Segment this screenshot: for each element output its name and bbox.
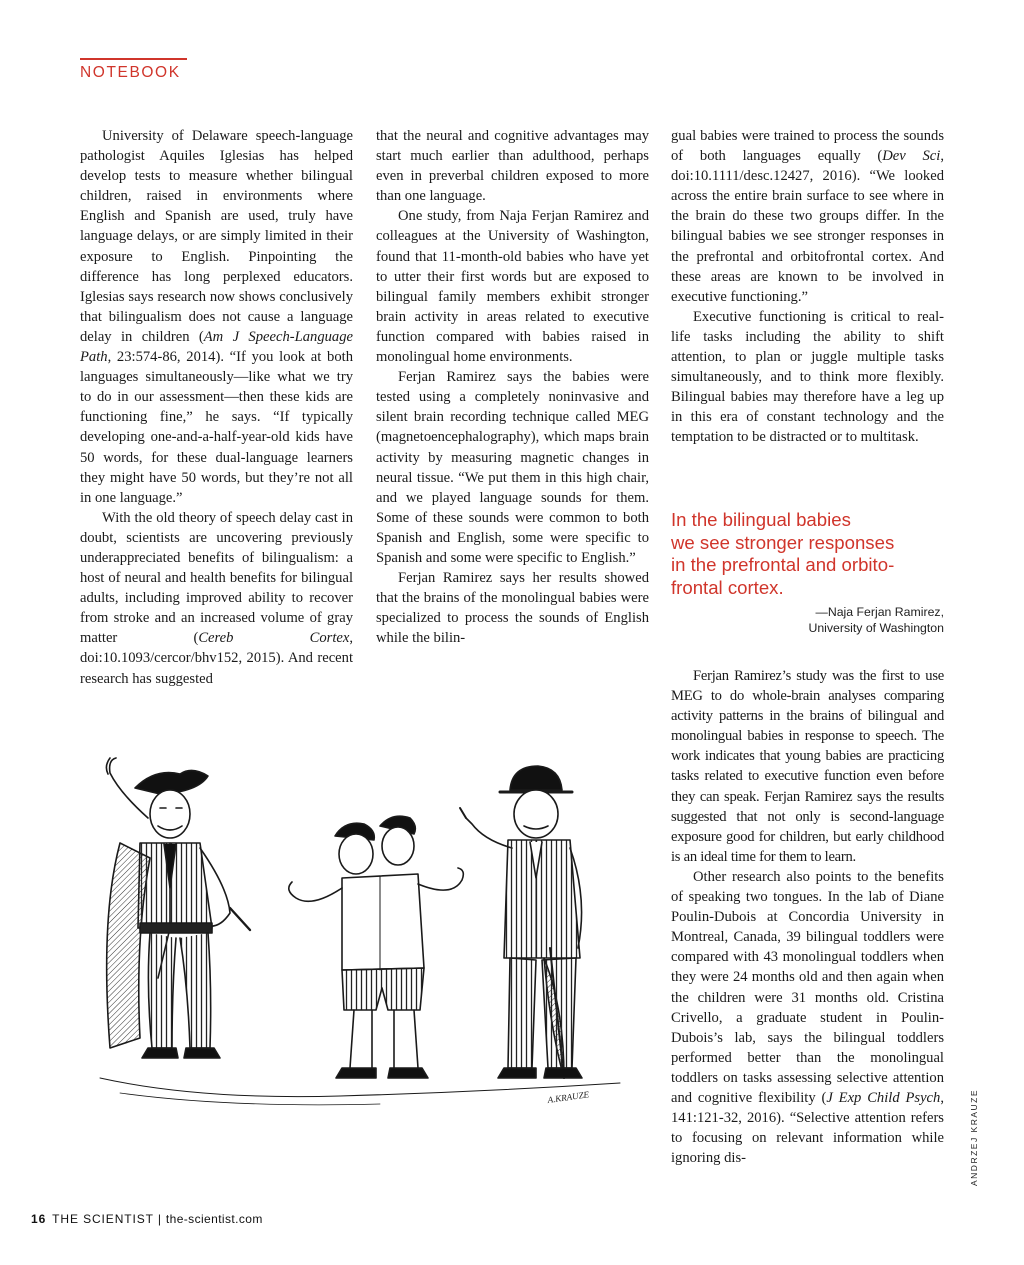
footer-separator: |: [157, 1212, 162, 1226]
col1-paragraph-2: With the old theory of speech delay cast in doubt, scientists are uncovering previously underappreciated benefits of bilingualism: a host of neural and health benefits for bilingual adults, including improved ability to recover from stroke and an increased volume of gray matter (Cereb Cortex, doi:10.1093/cercor/bhv152, 2015). And recent research has suggested: [80, 509, 353, 687]
column-1: [80, 126, 353, 689]
pull-quote-attribution: —Naja Ferjan Ramirez, University of Washington: [808, 605, 944, 635]
col3-paragraph-2: Executive functioning is critical to real-life tasks including the ability to shift attention, to plan or juggle multiple tasks simultaneously, and to think more flexibly. Bilingual babies may therefore have a leg up in this era of constant technology and the temptation to be distracted or to multitask.: [671, 308, 944, 446]
col2-paragraph-1: that the neural and cognitive advantages may start much earlier than adulthood, perhaps even in preverbal children exposed to more than one language.: [376, 128, 649, 205]
col2-paragraph-4: Ferjan Ramirez says her results showed that the brains of the monolingual babies were specialized to process the sounds of English while the bilin-: [376, 570, 649, 647]
page-footer: [31, 1212, 263, 1226]
pull-quote-text: In the bilingual babies we see stronger responses in the prefrontal and orbito- frontal cortex.: [671, 509, 895, 598]
illustration-signature: A.KRAUZE: [546, 1089, 590, 1105]
website-link[interactable]: the-scientist.com: [165, 1212, 263, 1226]
column-3-continued: [671, 666, 944, 1168]
magazine-name: THE SCIENTIST: [52, 1212, 154, 1226]
column-2: [376, 126, 649, 648]
pull-quote: [671, 509, 951, 636]
column-3: [671, 126, 944, 448]
col1-paragraph-1: University of Delaware speech-language pathologist Aquiles Iglesias has helped develop tests to measure whether bilingual children, raised in environments where English and Spanish are used, truly have language delays, or are simply limited in their exposure to English. Pinpointing the difference has long perplexed educators. Iglesias says research now shows conclusively that bilingualism does not cause a language delay in children (Am J Speech-Language Path, 23:574-86, 2014). “If you look at both languages simultaneously—like what we try to do in our assessment—then these kids are functioning fine,” he says. “If typically developing one-and-a-half-year-old kids have 50 words, for these dual-language learners they might have 50 words, but they’re not all in one language.”: [80, 128, 353, 506]
page-number: 16: [31, 1212, 47, 1226]
col3-paragraph-1: gual babies were trained to process the sounds of both languages equally (Dev Sci, doi:10.1111/desc.12427, 2016). “We looked across the entire brain surface to see where in the brain do these two groups differ. In the bilingual babies we see stronger responses in the prefrontal and orbitofrontal cortex. And these areas are known to be involved in executive functioning.”: [671, 128, 944, 305]
section-label: NOTEBOOK: [80, 64, 181, 81]
col2-paragraph-3: Ferjan Ramirez says the babies were tested using a completely noninvasive and silent brain recording technique called MEG (magnetoencephalography), which maps brain activity by measuring magnetic changes in neural tissue. “We put them in this high chair, and we played language sounds for them. Some of these sounds were common to both Spanish and English, some were specific to Spanish and some were specific to English.”: [376, 369, 649, 566]
illustration-three-men: [80, 748, 650, 1118]
col3b-paragraph-1: Ferjan Ramirez’s study was the first to use MEG to do whole-brain analyses comparing activity patterns in the brains of bilingual and monolingual babies in response to speech. The work indicates that young babies are practicing tasks related to executive function even before they can speak. Ferjan Ramirez says the results suggested that not only is second-language exposure good for children, but early childhood is an ideal time for them to learn.: [671, 668, 944, 865]
col2-paragraph-2: One study, from Naja Ferjan Ramirez and colleagues at the University of Washington, found that 11-month-old babies who have yet to utter their first words but are exposed to bilingual family members exhibit stronger brain activity in areas related to executive function compared with babies raised in monolingual home environments.: [376, 208, 649, 366]
photo-credit: ANDRZEJ KRAUZE: [969, 1088, 979, 1186]
col3b-paragraph-2: Other research also points to the benefits of speaking two tongues. In the lab of Diane Poulin-Dubois at Concordia University in Montreal, Canada, 39 bilingual toddlers were compared with 43 monolingual toddlers when they were 24 months old and then again when the children were 31 months old. Cristina Crivello, a graduate student in Poulin-Dubois’s lab, says the bilingual toddlers performed better than the monolingual toddlers on tasks assessing selective attention and cognitive flexibility (J Exp Child Psych, 141:121-32, 2016). “Selective attention refers to focusing on relevant information while ignoring dis-: [671, 868, 944, 1167]
section-rule: [80, 58, 187, 60]
